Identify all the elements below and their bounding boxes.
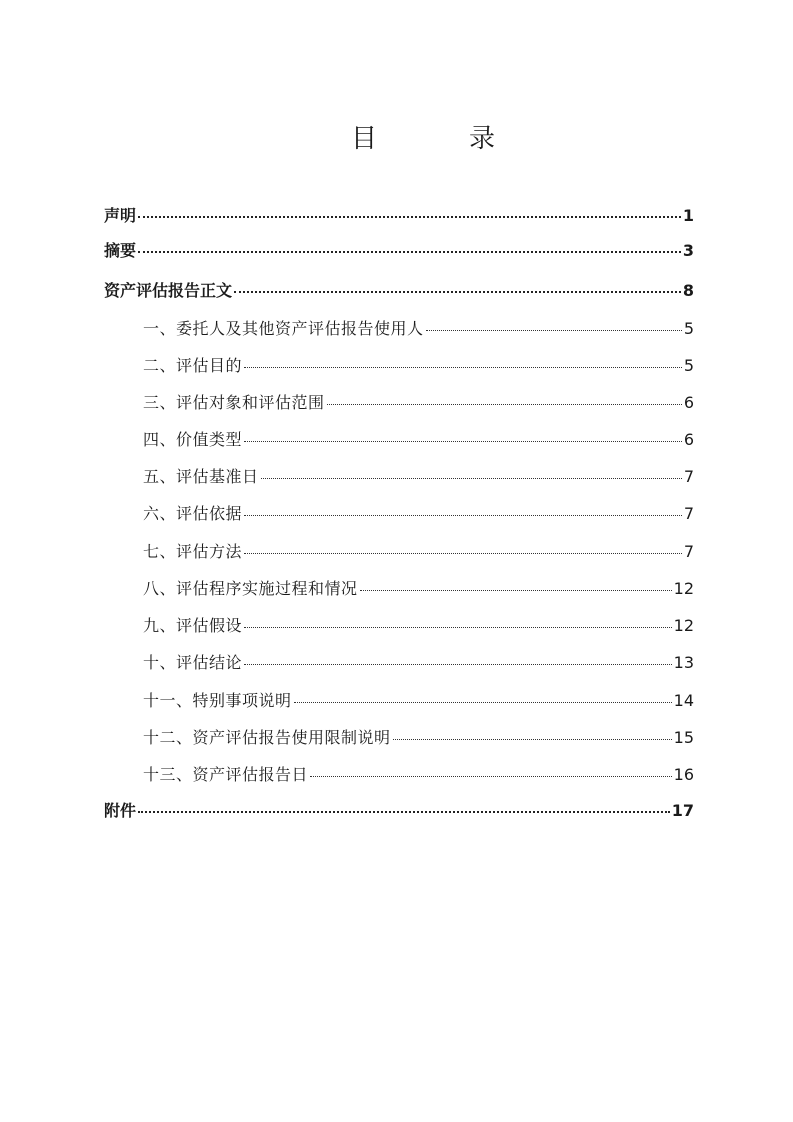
toc-entry[interactable] (104, 280, 694, 302)
toc-entry-page-number: 7 (683, 542, 694, 561)
toc-leader-dots (426, 330, 682, 331)
toc-entry-page-number: 5 (683, 356, 694, 375)
toc-entry-page-number: 6 (683, 430, 694, 449)
toc-entry-page-number: 5 (683, 319, 694, 338)
toc-entry-label: 十三、资产评估报告日 (143, 765, 309, 784)
toc-entry[interactable] (143, 615, 694, 637)
toc-entry-page-number: 15 (673, 728, 694, 747)
toc-entry-label: 一、委托人及其他资产评估报告使用人 (143, 319, 424, 338)
toc-entry-label: 资产评估报告正文 (104, 281, 233, 300)
toc-entry-page-number: 1 (682, 206, 694, 225)
toc-entry-page-number: 16 (673, 765, 694, 784)
toc-entry-label: 声明 (104, 206, 137, 225)
toc-entry[interactable] (104, 800, 694, 822)
toc-leader-dots (138, 216, 681, 218)
toc-entry-label: 十一、特别事项说明 (143, 691, 292, 710)
toc-entry-page-number: 13 (673, 653, 694, 672)
toc-entry-page-number: 7 (683, 467, 694, 486)
toc-entry-page-number: 8 (682, 281, 694, 300)
toc-entry[interactable] (143, 392, 694, 414)
toc-leader-dots (244, 627, 672, 628)
title-char-1: 目 (351, 124, 378, 154)
toc-leader-dots (261, 478, 682, 479)
toc-leader-dots (244, 441, 682, 442)
toc-entry[interactable] (143, 466, 694, 488)
toc-entry[interactable] (143, 429, 694, 451)
toc-entry-label: 摘要 (104, 241, 137, 260)
toc-entry[interactable] (143, 690, 694, 712)
toc-entry-page-number: 7 (683, 504, 694, 523)
toc-leader-dots (244, 515, 682, 516)
toc-entry[interactable] (143, 764, 694, 786)
toc-entry[interactable] (143, 541, 694, 563)
toc-entry-page-number: 12 (673, 579, 694, 598)
toc-entry-page-number: 14 (673, 691, 694, 710)
toc-leader-dots (294, 702, 672, 703)
toc-entry-label: 四、价值类型 (143, 430, 243, 449)
toc-leader-dots (393, 739, 672, 740)
toc-entry-label: 二、评估目的 (143, 356, 243, 375)
toc-entry-label: 九、评估假设 (143, 616, 243, 635)
toc-entry[interactable] (143, 578, 694, 600)
toc-entry-page-number: 3 (682, 241, 694, 260)
toc-leader-dots (327, 404, 682, 405)
toc-leader-dots (234, 291, 681, 293)
toc-entry-label: 五、评估基准日 (143, 467, 259, 486)
toc-leader-dots (138, 811, 670, 813)
toc-entry-label: 十、评估结论 (143, 653, 243, 672)
toc-leader-dots (138, 251, 681, 253)
toc-leader-dots (244, 664, 672, 665)
toc-entry-label: 三、评估对象和评估范围 (143, 393, 325, 412)
toc-entry[interactable] (143, 727, 694, 749)
title-char-2: 录 (469, 124, 496, 154)
toc-entry[interactable] (143, 318, 694, 340)
toc-entry[interactable] (104, 205, 694, 227)
toc-leader-dots (244, 367, 682, 368)
toc-entry-page-number: 6 (683, 393, 694, 412)
toc-entry-label: 十二、资产评估报告使用限制说明 (143, 728, 391, 747)
toc-entry[interactable] (143, 652, 694, 674)
toc-entry-label: 附件 (104, 801, 137, 820)
toc-entry-page-number: 17 (671, 801, 694, 820)
toc-entry[interactable] (143, 355, 694, 377)
toc-leader-dots (244, 553, 682, 554)
toc-entry[interactable] (104, 240, 694, 262)
toc-entry-label: 六、评估依据 (143, 504, 243, 523)
toc-leader-dots (310, 776, 672, 777)
toc-entry-label: 七、评估方法 (143, 542, 243, 561)
toc-entry-label: 八、评估程序实施过程和情况 (143, 579, 358, 598)
toc-leader-dots (360, 590, 672, 591)
toc-entry[interactable] (143, 503, 694, 525)
toc-entry-page-number: 12 (673, 616, 694, 635)
